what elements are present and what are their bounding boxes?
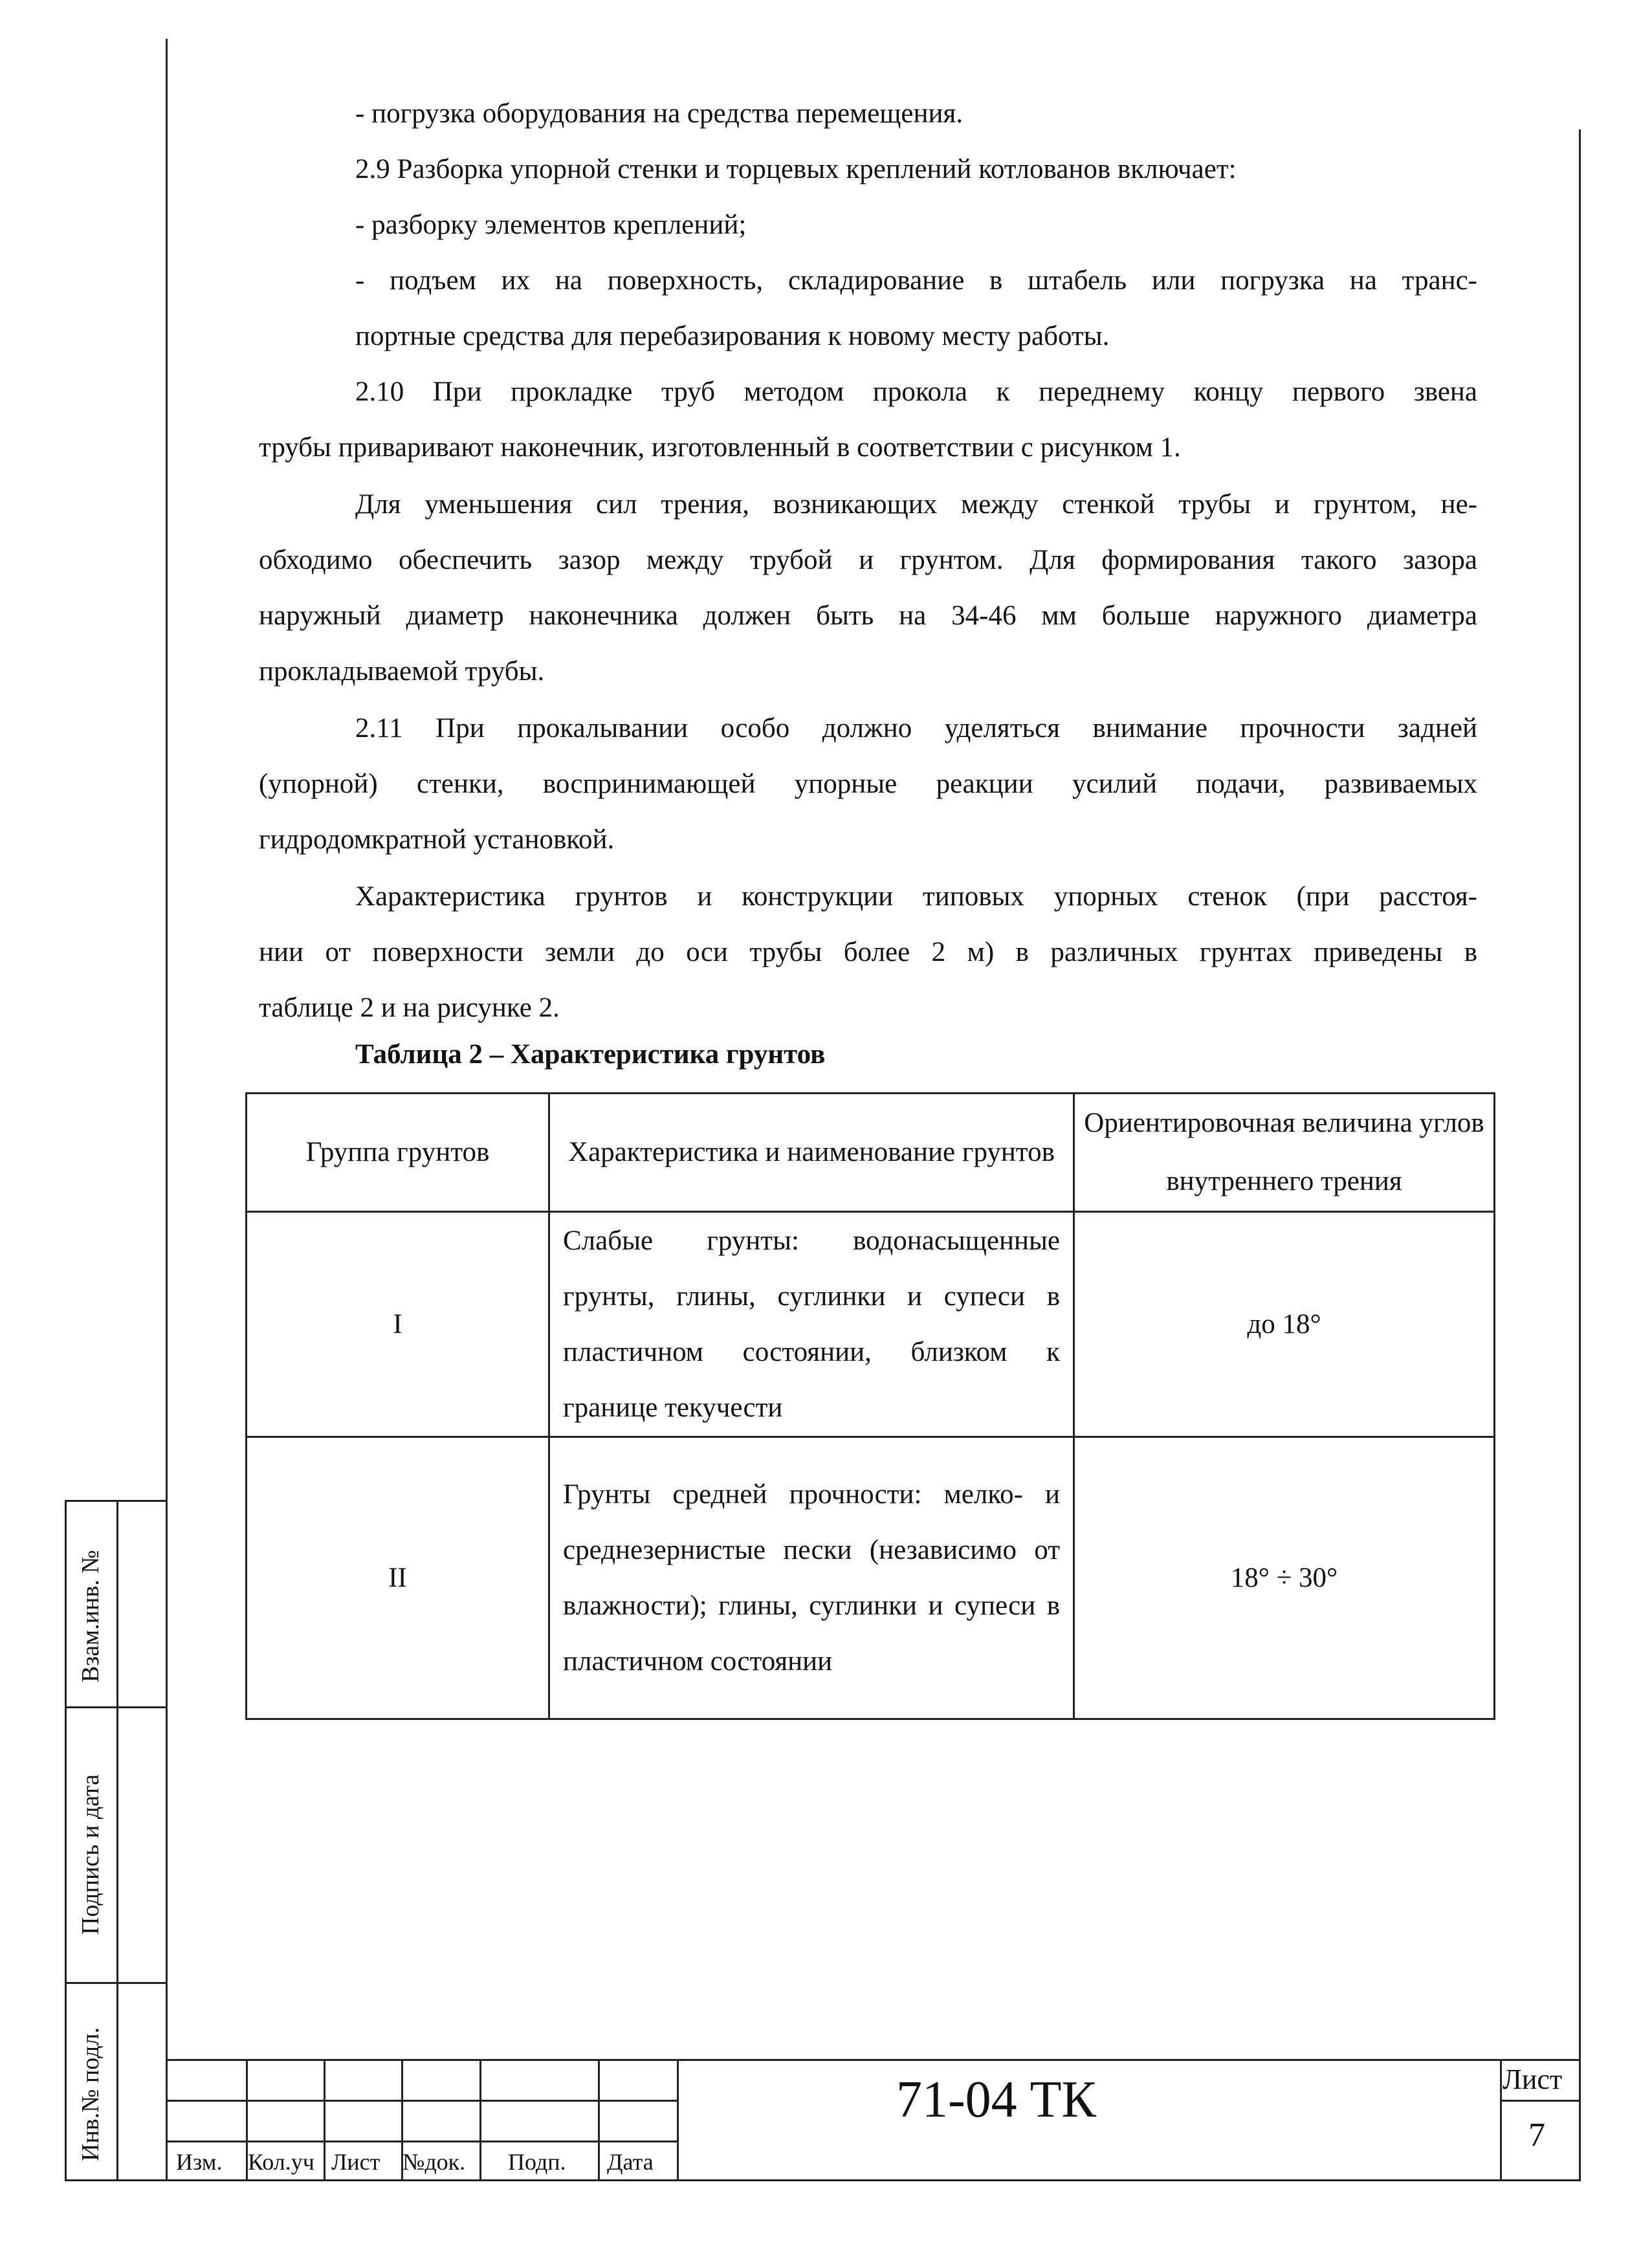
side-label-inv-original: Инв.№ подл. (77, 2027, 104, 2161)
bottom-frame-line (65, 2179, 1581, 2181)
cell-group: I (247, 1212, 549, 1437)
side-stamp-divider (116, 1500, 118, 2181)
tb-col-6 (677, 2059, 679, 2181)
table-title: Таблица 2 – Характеристика грунтов (355, 1039, 826, 1070)
tb-label-data: Дата (607, 2149, 654, 2175)
table-header-row (247, 1094, 1495, 1212)
side-stamp-sep2 (65, 1982, 168, 1984)
para-dismantle: - разборку элементов креплений; (355, 210, 747, 240)
tb-label-list: Лист (331, 2149, 380, 2175)
soil-characteristics-table (245, 1092, 1495, 1720)
para-soils-line3: таблице 2 и на рисунке 2. (259, 993, 560, 1023)
sheet-label: Лист (1503, 2064, 1563, 2095)
para-lift-line2: портные средства для перебазирования к новому месту работы. (355, 321, 1110, 351)
tb-label-izm: Изм. (176, 2149, 223, 2175)
cell-angle: до 18° (1074, 1212, 1495, 1437)
para-2-11-line1: 2.11 При прокалывании особо должно уделяться внимание прочности задней (355, 713, 1477, 743)
para-2-10-line2: трубы приваривают наконечник, изготовленный в соответствии с рисунком 1. (259, 432, 1181, 463)
cell-description: Слабые грунты: водонасыщенные грунты, глины, суглинки и супеси в пластичном состоянии, близком к границе текучести (549, 1212, 1074, 1437)
tb-label-ndok: №док. (402, 2149, 466, 2175)
table-row (247, 1212, 1495, 1437)
para-2-10-line1: 2.10 При прокладке труб методом прокола к переднему концу первого звена (355, 377, 1477, 407)
para-2-11-line3: гидродомкратной установкой. (259, 824, 615, 855)
header-characteristic: Характеристика и наименование грунтов (549, 1094, 1074, 1212)
tb-col-5 (598, 2059, 600, 2181)
tb-col-2 (324, 2059, 325, 2181)
cell-angle: 18° ÷ 30° (1074, 1437, 1495, 1719)
title-block-row1 (168, 2100, 679, 2102)
side-label-signature-date: Подпись и дата (77, 1774, 104, 1935)
para-2-9: 2.9 Разборка упорной стенки и торцевых креплений котлованов включает: (355, 154, 1237, 184)
document-code: 71-04 ТК (896, 2071, 1096, 2128)
para-friction-line2: обходимо обеспечить зазор между трубой и грунтом. Для формирования такого зазора (259, 545, 1477, 575)
header-friction-angle: Ориентировочная величина углов внутреннего трения (1074, 1094, 1495, 1212)
tb-col-4 (479, 2059, 481, 2181)
left-margin-line (166, 39, 168, 2181)
cell-description: Грунты средней прочности: мелко- и среднезернистые пески (независимо от влажности); глины, суглинки и супеси в пластичном состоянии (549, 1437, 1074, 1719)
side-label-replace-inv: Взам.инв. № (77, 1550, 104, 1682)
para-soils-line2: нии от поверхности земли до оси трубы более 2 м) в различных грунтах приведены в (259, 937, 1477, 967)
sheet-box-divider (1500, 2100, 1581, 2102)
cell-group: II (247, 1437, 549, 1719)
tb-col-sheet (1500, 2059, 1502, 2181)
sheet-number: 7 (1528, 2117, 1545, 2153)
para-friction-line4: прокладываемой трубы. (259, 656, 545, 687)
para-loading: - погрузка оборудования на средства перемещения. (355, 98, 964, 129)
side-stamp-top (65, 1500, 168, 1502)
title-block-top (168, 2059, 1581, 2061)
para-friction-line3: наружный диаметр наконечника должен быть на 34-46 мм больше наружного диаметра (259, 600, 1477, 631)
tb-label-kol-uch: Кол.уч (248, 2149, 314, 2175)
table-row (247, 1437, 1495, 1719)
side-stamp-outer-left (65, 1500, 67, 2181)
para-lift-line1: - подъем их на поверхность, складирование в штабель или погрузка на транс- (355, 265, 1477, 296)
header-soil-group: Группа грунтов (247, 1094, 549, 1212)
tb-label-podp: Подп. (508, 2149, 566, 2175)
title-block-row2 (168, 2141, 679, 2142)
side-stamp-sep1 (65, 1706, 168, 1708)
para-friction-line1: Для уменьшения сил трения, возникающих между стенкой трубы и грунтом, не- (355, 489, 1477, 520)
para-2-11-line2: (упорной) стенки, воспринимающей упорные реакции усилий подачи, развиваемых (259, 769, 1477, 799)
right-margin-line (1579, 129, 1581, 2181)
para-soils-line1: Характеристика грунтов и конструкции типовых упорных стенок (при расстоя- (355, 881, 1477, 912)
